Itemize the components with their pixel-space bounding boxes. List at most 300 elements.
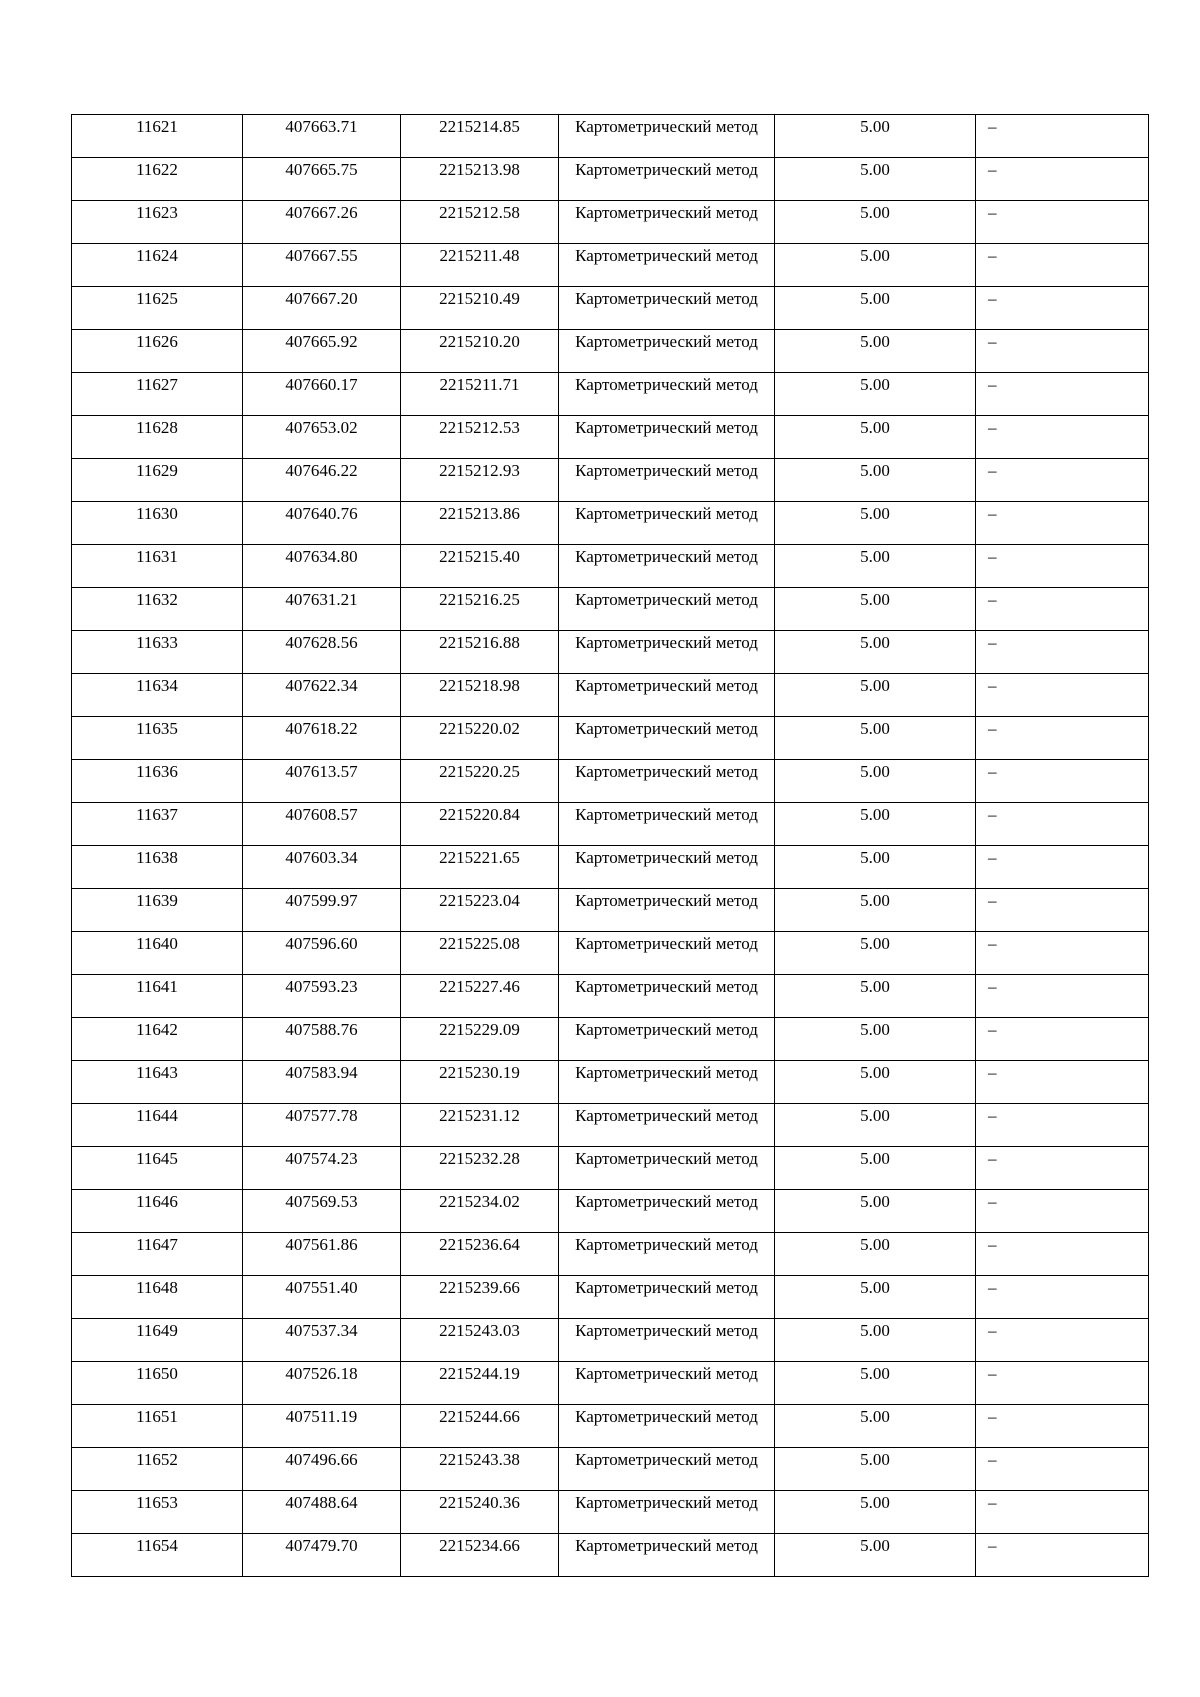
precision-cell bbox=[775, 1319, 976, 1362]
extra-cell-text: – bbox=[988, 934, 997, 953]
table-row bbox=[72, 889, 1149, 932]
point-number-cell-text: 11630 bbox=[136, 504, 178, 523]
x-coordinate-cell bbox=[243, 502, 401, 545]
point-number-cell-text: 11631 bbox=[136, 547, 178, 566]
extra-cell-text: – bbox=[988, 418, 997, 437]
y-coordinate-cell bbox=[401, 889, 559, 932]
table-row bbox=[72, 1362, 1149, 1405]
precision-cell-text: 5.00 bbox=[860, 934, 890, 953]
method-cell bbox=[559, 373, 775, 416]
x-coordinate-cell-text: 407665.75 bbox=[285, 160, 358, 179]
extra-cell-text: – bbox=[988, 203, 997, 222]
table-row bbox=[72, 373, 1149, 416]
extra-cell bbox=[976, 545, 1149, 588]
point-number-cell-text: 11641 bbox=[136, 977, 178, 996]
method-cell bbox=[559, 1061, 775, 1104]
method-cell-text: Картометрический метод bbox=[575, 461, 758, 480]
y-coordinate-cell bbox=[401, 674, 559, 717]
extra-cell-text: – bbox=[988, 1450, 997, 1469]
extra-cell bbox=[976, 1405, 1149, 1448]
y-coordinate-cell bbox=[401, 588, 559, 631]
point-number-cell bbox=[72, 1362, 243, 1405]
method-cell-text: Картометрический метод bbox=[575, 762, 758, 781]
extra-cell-text: – bbox=[988, 375, 997, 394]
x-coordinate-cell bbox=[243, 1534, 401, 1577]
method-cell bbox=[559, 459, 775, 502]
extra-cell-text: – bbox=[988, 1407, 997, 1426]
coordinates-table-body bbox=[72, 115, 1149, 1577]
precision-cell bbox=[775, 373, 976, 416]
method-cell-text: Картометрический метод bbox=[575, 1450, 758, 1469]
point-number-cell bbox=[72, 459, 243, 502]
point-number-cell-text: 11646 bbox=[136, 1192, 178, 1211]
table-row bbox=[72, 1319, 1149, 1362]
x-coordinate-cell-text: 407569.53 bbox=[285, 1192, 358, 1211]
precision-cell bbox=[775, 1190, 976, 1233]
method-cell bbox=[559, 502, 775, 545]
table-row bbox=[72, 803, 1149, 846]
method-cell bbox=[559, 330, 775, 373]
x-coordinate-cell bbox=[243, 330, 401, 373]
point-number-cell bbox=[72, 1534, 243, 1577]
point-number-cell-text: 11647 bbox=[136, 1235, 178, 1254]
extra-cell-text: – bbox=[988, 332, 997, 351]
method-cell-text: Картометрический метод bbox=[575, 547, 758, 566]
precision-cell bbox=[775, 330, 976, 373]
x-coordinate-cell-text: 407599.97 bbox=[285, 891, 358, 910]
precision-cell-text: 5.00 bbox=[860, 977, 890, 996]
x-coordinate-cell-text: 407574.23 bbox=[285, 1149, 358, 1168]
y-coordinate-cell bbox=[401, 975, 559, 1018]
method-cell bbox=[559, 287, 775, 330]
y-coordinate-cell bbox=[401, 545, 559, 588]
x-coordinate-cell bbox=[243, 1276, 401, 1319]
method-cell bbox=[559, 1448, 775, 1491]
precision-cell-text: 5.00 bbox=[860, 547, 890, 566]
extra-cell-text: – bbox=[988, 1106, 997, 1125]
y-coordinate-cell bbox=[401, 631, 559, 674]
point-number-cell bbox=[72, 1104, 243, 1147]
extra-cell bbox=[976, 846, 1149, 889]
y-coordinate-cell bbox=[401, 1147, 559, 1190]
extra-cell bbox=[976, 932, 1149, 975]
x-coordinate-cell bbox=[243, 631, 401, 674]
table-row bbox=[72, 1276, 1149, 1319]
method-cell bbox=[559, 244, 775, 287]
precision-cell bbox=[775, 717, 976, 760]
extra-cell-text: – bbox=[988, 762, 997, 781]
point-number-cell-text: 11633 bbox=[136, 633, 178, 652]
point-number-cell-text: 11622 bbox=[136, 160, 178, 179]
x-coordinate-cell-text: 407588.76 bbox=[285, 1020, 358, 1039]
y-coordinate-cell bbox=[401, 201, 559, 244]
precision-cell bbox=[775, 459, 976, 502]
extra-cell bbox=[976, 674, 1149, 717]
x-coordinate-cell bbox=[243, 1190, 401, 1233]
extra-cell bbox=[976, 1491, 1149, 1534]
x-coordinate-cell-text: 407667.55 bbox=[285, 246, 358, 265]
y-coordinate-cell bbox=[401, 932, 559, 975]
method-cell-text: Картометрический метод bbox=[575, 203, 758, 222]
point-number-cell-text: 11648 bbox=[136, 1278, 178, 1297]
precision-cell bbox=[775, 416, 976, 459]
y-coordinate-cell bbox=[401, 115, 559, 158]
y-coordinate-cell-text: 2215212.53 bbox=[439, 418, 520, 437]
x-coordinate-cell-text: 407640.76 bbox=[285, 504, 358, 523]
method-cell-text: Картометрический метод bbox=[575, 1536, 758, 1555]
x-coordinate-cell-text: 407628.56 bbox=[285, 633, 358, 652]
x-coordinate-cell bbox=[243, 1491, 401, 1534]
x-coordinate-cell-text: 407488.64 bbox=[285, 1493, 358, 1512]
precision-cell-text: 5.00 bbox=[860, 160, 890, 179]
point-number-cell bbox=[72, 201, 243, 244]
x-coordinate-cell bbox=[243, 1319, 401, 1362]
y-coordinate-cell bbox=[401, 1448, 559, 1491]
y-coordinate-cell-text: 2215239.66 bbox=[439, 1278, 520, 1297]
point-number-cell-text: 11654 bbox=[136, 1536, 178, 1555]
x-coordinate-cell-text: 407646.22 bbox=[285, 461, 358, 480]
method-cell bbox=[559, 1190, 775, 1233]
point-number-cell bbox=[72, 1319, 243, 1362]
point-number-cell bbox=[72, 1061, 243, 1104]
point-number-cell bbox=[72, 545, 243, 588]
method-cell bbox=[559, 201, 775, 244]
x-coordinate-cell bbox=[243, 545, 401, 588]
y-coordinate-cell bbox=[401, 1018, 559, 1061]
x-coordinate-cell-text: 407653.02 bbox=[285, 418, 358, 437]
extra-cell bbox=[976, 588, 1149, 631]
method-cell bbox=[559, 1147, 775, 1190]
table-row bbox=[72, 115, 1149, 158]
y-coordinate-cell-text: 2215234.02 bbox=[439, 1192, 520, 1211]
y-coordinate-cell-text: 2215229.09 bbox=[439, 1020, 520, 1039]
precision-cell-text: 5.00 bbox=[860, 375, 890, 394]
precision-cell bbox=[775, 1362, 976, 1405]
y-coordinate-cell-text: 2215223.04 bbox=[439, 891, 520, 910]
point-number-cell-text: 11625 bbox=[136, 289, 178, 308]
method-cell-text: Картометрический метод bbox=[575, 289, 758, 308]
x-coordinate-cell-text: 407622.34 bbox=[285, 676, 358, 695]
y-coordinate-cell bbox=[401, 717, 559, 760]
precision-cell bbox=[775, 1061, 976, 1104]
point-number-cell bbox=[72, 932, 243, 975]
x-coordinate-cell-text: 407613.57 bbox=[285, 762, 358, 781]
method-cell-text: Картометрический метод bbox=[575, 1278, 758, 1297]
table-row bbox=[72, 416, 1149, 459]
extra-cell bbox=[976, 1319, 1149, 1362]
point-number-cell-text: 11636 bbox=[136, 762, 178, 781]
table-row bbox=[72, 1233, 1149, 1276]
precision-cell bbox=[775, 1276, 976, 1319]
y-coordinate-cell bbox=[401, 1233, 559, 1276]
method-cell-text: Картометрический метод bbox=[575, 934, 758, 953]
extra-cell bbox=[976, 1104, 1149, 1147]
method-cell bbox=[559, 846, 775, 889]
y-coordinate-cell-text: 2215244.19 bbox=[439, 1364, 520, 1383]
method-cell bbox=[559, 545, 775, 588]
x-coordinate-cell-text: 407511.19 bbox=[285, 1407, 358, 1426]
point-number-cell bbox=[72, 803, 243, 846]
table-row bbox=[72, 1147, 1149, 1190]
method-cell-text: Картометрический метод bbox=[575, 805, 758, 824]
extra-cell bbox=[976, 244, 1149, 287]
y-coordinate-cell-text: 2215220.02 bbox=[439, 719, 520, 738]
extra-cell bbox=[976, 1233, 1149, 1276]
precision-cell bbox=[775, 1018, 976, 1061]
method-cell bbox=[559, 1233, 775, 1276]
precision-cell-text: 5.00 bbox=[860, 418, 890, 437]
y-coordinate-cell bbox=[401, 803, 559, 846]
extra-cell bbox=[976, 115, 1149, 158]
table-row bbox=[72, 932, 1149, 975]
extra-cell bbox=[976, 1147, 1149, 1190]
point-number-cell-text: 11627 bbox=[136, 375, 178, 394]
precision-cell bbox=[775, 674, 976, 717]
extra-cell bbox=[976, 1448, 1149, 1491]
extra-cell bbox=[976, 287, 1149, 330]
x-coordinate-cell bbox=[243, 373, 401, 416]
table-row bbox=[72, 1018, 1149, 1061]
point-number-cell bbox=[72, 373, 243, 416]
point-number-cell-text: 11629 bbox=[136, 461, 178, 480]
precision-cell bbox=[775, 158, 976, 201]
y-coordinate-cell-text: 2215225.08 bbox=[439, 934, 520, 953]
precision-cell-text: 5.00 bbox=[860, 332, 890, 351]
point-number-cell bbox=[72, 416, 243, 459]
extra-cell bbox=[976, 1190, 1149, 1233]
y-coordinate-cell bbox=[401, 158, 559, 201]
precision-cell-text: 5.00 bbox=[860, 590, 890, 609]
x-coordinate-cell-text: 407634.80 bbox=[285, 547, 358, 566]
y-coordinate-cell bbox=[401, 1061, 559, 1104]
method-cell-text: Картометрический метод bbox=[575, 891, 758, 910]
method-cell-text: Картометрический метод bbox=[575, 246, 758, 265]
precision-cell-text: 5.00 bbox=[860, 1278, 890, 1297]
point-number-cell bbox=[72, 115, 243, 158]
precision-cell-text: 5.00 bbox=[860, 1235, 890, 1254]
x-coordinate-cell-text: 407663.71 bbox=[285, 117, 358, 136]
x-coordinate-cell bbox=[243, 158, 401, 201]
y-coordinate-cell bbox=[401, 846, 559, 889]
table-row bbox=[72, 244, 1149, 287]
precision-cell bbox=[775, 1147, 976, 1190]
precision-cell bbox=[775, 932, 976, 975]
y-coordinate-cell-text: 2215213.86 bbox=[439, 504, 520, 523]
extra-cell bbox=[976, 330, 1149, 373]
precision-cell-text: 5.00 bbox=[860, 805, 890, 824]
y-coordinate-cell bbox=[401, 1405, 559, 1448]
method-cell bbox=[559, 416, 775, 459]
x-coordinate-cell bbox=[243, 1018, 401, 1061]
precision-cell bbox=[775, 760, 976, 803]
extra-cell bbox=[976, 1018, 1149, 1061]
method-cell-text: Картометрический метод bbox=[575, 977, 758, 996]
point-number-cell-text: 11640 bbox=[136, 934, 178, 953]
y-coordinate-cell bbox=[401, 416, 559, 459]
point-number-cell bbox=[72, 588, 243, 631]
point-number-cell bbox=[72, 502, 243, 545]
extra-cell bbox=[976, 975, 1149, 1018]
point-number-cell bbox=[72, 1233, 243, 1276]
extra-cell-text: – bbox=[988, 977, 997, 996]
x-coordinate-cell bbox=[243, 1147, 401, 1190]
point-number-cell bbox=[72, 1276, 243, 1319]
precision-cell-text: 5.00 bbox=[860, 1321, 890, 1340]
method-cell-text: Картометрический метод bbox=[575, 160, 758, 179]
method-cell bbox=[559, 115, 775, 158]
precision-cell bbox=[775, 115, 976, 158]
precision-cell bbox=[775, 1448, 976, 1491]
point-number-cell-text: 11626 bbox=[136, 332, 178, 351]
precision-cell-text: 5.00 bbox=[860, 719, 890, 738]
extra-cell-text: – bbox=[988, 547, 997, 566]
method-cell bbox=[559, 889, 775, 932]
x-coordinate-cell-text: 407577.78 bbox=[285, 1106, 358, 1125]
method-cell-text: Картометрический метод bbox=[575, 1493, 758, 1512]
point-number-cell-text: 11628 bbox=[136, 418, 178, 437]
method-cell bbox=[559, 1491, 775, 1534]
method-cell-text: Картометрический метод bbox=[575, 1321, 758, 1340]
extra-cell-text: – bbox=[988, 117, 997, 136]
extra-cell bbox=[976, 459, 1149, 502]
method-cell bbox=[559, 932, 775, 975]
table-row bbox=[72, 1534, 1149, 1577]
point-number-cell-text: 11650 bbox=[136, 1364, 178, 1383]
y-coordinate-cell-text: 2215236.64 bbox=[439, 1235, 520, 1254]
y-coordinate-cell-text: 2215221.65 bbox=[439, 848, 520, 867]
x-coordinate-cell-text: 407608.57 bbox=[285, 805, 358, 824]
table-row bbox=[72, 631, 1149, 674]
y-coordinate-cell bbox=[401, 760, 559, 803]
extra-cell-text: – bbox=[988, 590, 997, 609]
extra-cell bbox=[976, 631, 1149, 674]
point-number-cell-text: 11653 bbox=[136, 1493, 178, 1512]
method-cell-text: Картометрический метод bbox=[575, 117, 758, 136]
y-coordinate-cell bbox=[401, 330, 559, 373]
x-coordinate-cell-text: 407561.86 bbox=[285, 1235, 358, 1254]
x-coordinate-cell bbox=[243, 889, 401, 932]
point-number-cell bbox=[72, 1491, 243, 1534]
point-number-cell bbox=[72, 1190, 243, 1233]
extra-cell-text: – bbox=[988, 633, 997, 652]
point-number-cell bbox=[72, 975, 243, 1018]
x-coordinate-cell bbox=[243, 760, 401, 803]
method-cell bbox=[559, 803, 775, 846]
table-row bbox=[72, 1104, 1149, 1147]
extra-cell bbox=[976, 416, 1149, 459]
y-coordinate-cell-text: 2215210.20 bbox=[439, 332, 520, 351]
precision-cell-text: 5.00 bbox=[860, 1063, 890, 1082]
extra-cell-text: – bbox=[988, 891, 997, 910]
precision-cell bbox=[775, 975, 976, 1018]
x-coordinate-cell bbox=[243, 1405, 401, 1448]
table-row bbox=[72, 717, 1149, 760]
method-cell-text: Картометрический метод bbox=[575, 1235, 758, 1254]
precision-cell bbox=[775, 1491, 976, 1534]
method-cell bbox=[559, 588, 775, 631]
method-cell bbox=[559, 631, 775, 674]
x-coordinate-cell bbox=[243, 1362, 401, 1405]
point-number-cell-text: 11639 bbox=[136, 891, 178, 910]
precision-cell-text: 5.00 bbox=[860, 633, 890, 652]
extra-cell-text: – bbox=[988, 461, 997, 480]
point-number-cell-text: 11643 bbox=[136, 1063, 178, 1082]
point-number-cell bbox=[72, 846, 243, 889]
y-coordinate-cell bbox=[401, 1276, 559, 1319]
point-number-cell bbox=[72, 1448, 243, 1491]
precision-cell bbox=[775, 631, 976, 674]
precision-cell-text: 5.00 bbox=[860, 246, 890, 265]
extra-cell bbox=[976, 1362, 1149, 1405]
extra-cell bbox=[976, 502, 1149, 545]
extra-cell bbox=[976, 373, 1149, 416]
extra-cell-text: – bbox=[988, 719, 997, 738]
precision-cell-text: 5.00 bbox=[860, 891, 890, 910]
method-cell-text: Картометрический метод bbox=[575, 1106, 758, 1125]
method-cell-text: Картометрический метод bbox=[575, 719, 758, 738]
x-coordinate-cell-text: 407618.22 bbox=[285, 719, 358, 738]
extra-cell-text: – bbox=[988, 1321, 997, 1340]
y-coordinate-cell bbox=[401, 1319, 559, 1362]
table-row bbox=[72, 287, 1149, 330]
point-number-cell bbox=[72, 158, 243, 201]
table-row bbox=[72, 1190, 1149, 1233]
method-cell bbox=[559, 975, 775, 1018]
precision-cell bbox=[775, 588, 976, 631]
y-coordinate-cell bbox=[401, 1491, 559, 1534]
x-coordinate-cell-text: 407551.40 bbox=[285, 1278, 358, 1297]
x-coordinate-cell bbox=[243, 1448, 401, 1491]
y-coordinate-cell bbox=[401, 1534, 559, 1577]
method-cell bbox=[559, 1018, 775, 1061]
y-coordinate-cell-text: 2215216.25 bbox=[439, 590, 520, 609]
method-cell-text: Картометрический метод bbox=[575, 1063, 758, 1082]
precision-cell-text: 5.00 bbox=[860, 1020, 890, 1039]
precision-cell bbox=[775, 502, 976, 545]
point-number-cell bbox=[72, 1147, 243, 1190]
precision-cell-text: 5.00 bbox=[860, 504, 890, 523]
table-row bbox=[72, 1448, 1149, 1491]
x-coordinate-cell bbox=[243, 803, 401, 846]
y-coordinate-cell-text: 2215213.98 bbox=[439, 160, 520, 179]
method-cell bbox=[559, 1104, 775, 1147]
table-row bbox=[72, 588, 1149, 631]
x-coordinate-cell bbox=[243, 588, 401, 631]
point-number-cell-text: 11623 bbox=[136, 203, 178, 222]
x-coordinate-cell-text: 407593.23 bbox=[285, 977, 358, 996]
extra-cell bbox=[976, 803, 1149, 846]
table-row bbox=[72, 158, 1149, 201]
extra-cell-text: – bbox=[988, 676, 997, 695]
precision-cell bbox=[775, 1233, 976, 1276]
table-row bbox=[72, 1405, 1149, 1448]
precision-cell bbox=[775, 1534, 976, 1577]
x-coordinate-cell-text: 407603.34 bbox=[285, 848, 358, 867]
point-number-cell-text: 11652 bbox=[136, 1450, 178, 1469]
y-coordinate-cell-text: 2215216.88 bbox=[439, 633, 520, 652]
x-coordinate-cell bbox=[243, 1104, 401, 1147]
y-coordinate-cell bbox=[401, 244, 559, 287]
extra-cell-text: – bbox=[988, 1493, 997, 1512]
extra-cell-text: – bbox=[988, 1020, 997, 1039]
point-number-cell-text: 11651 bbox=[136, 1407, 178, 1426]
method-cell-text: Картометрический метод bbox=[575, 1020, 758, 1039]
method-cell bbox=[559, 1319, 775, 1362]
extra-cell-text: – bbox=[988, 289, 997, 308]
y-coordinate-cell bbox=[401, 1362, 559, 1405]
table-row bbox=[72, 846, 1149, 889]
y-coordinate-cell-text: 2215227.46 bbox=[439, 977, 520, 996]
